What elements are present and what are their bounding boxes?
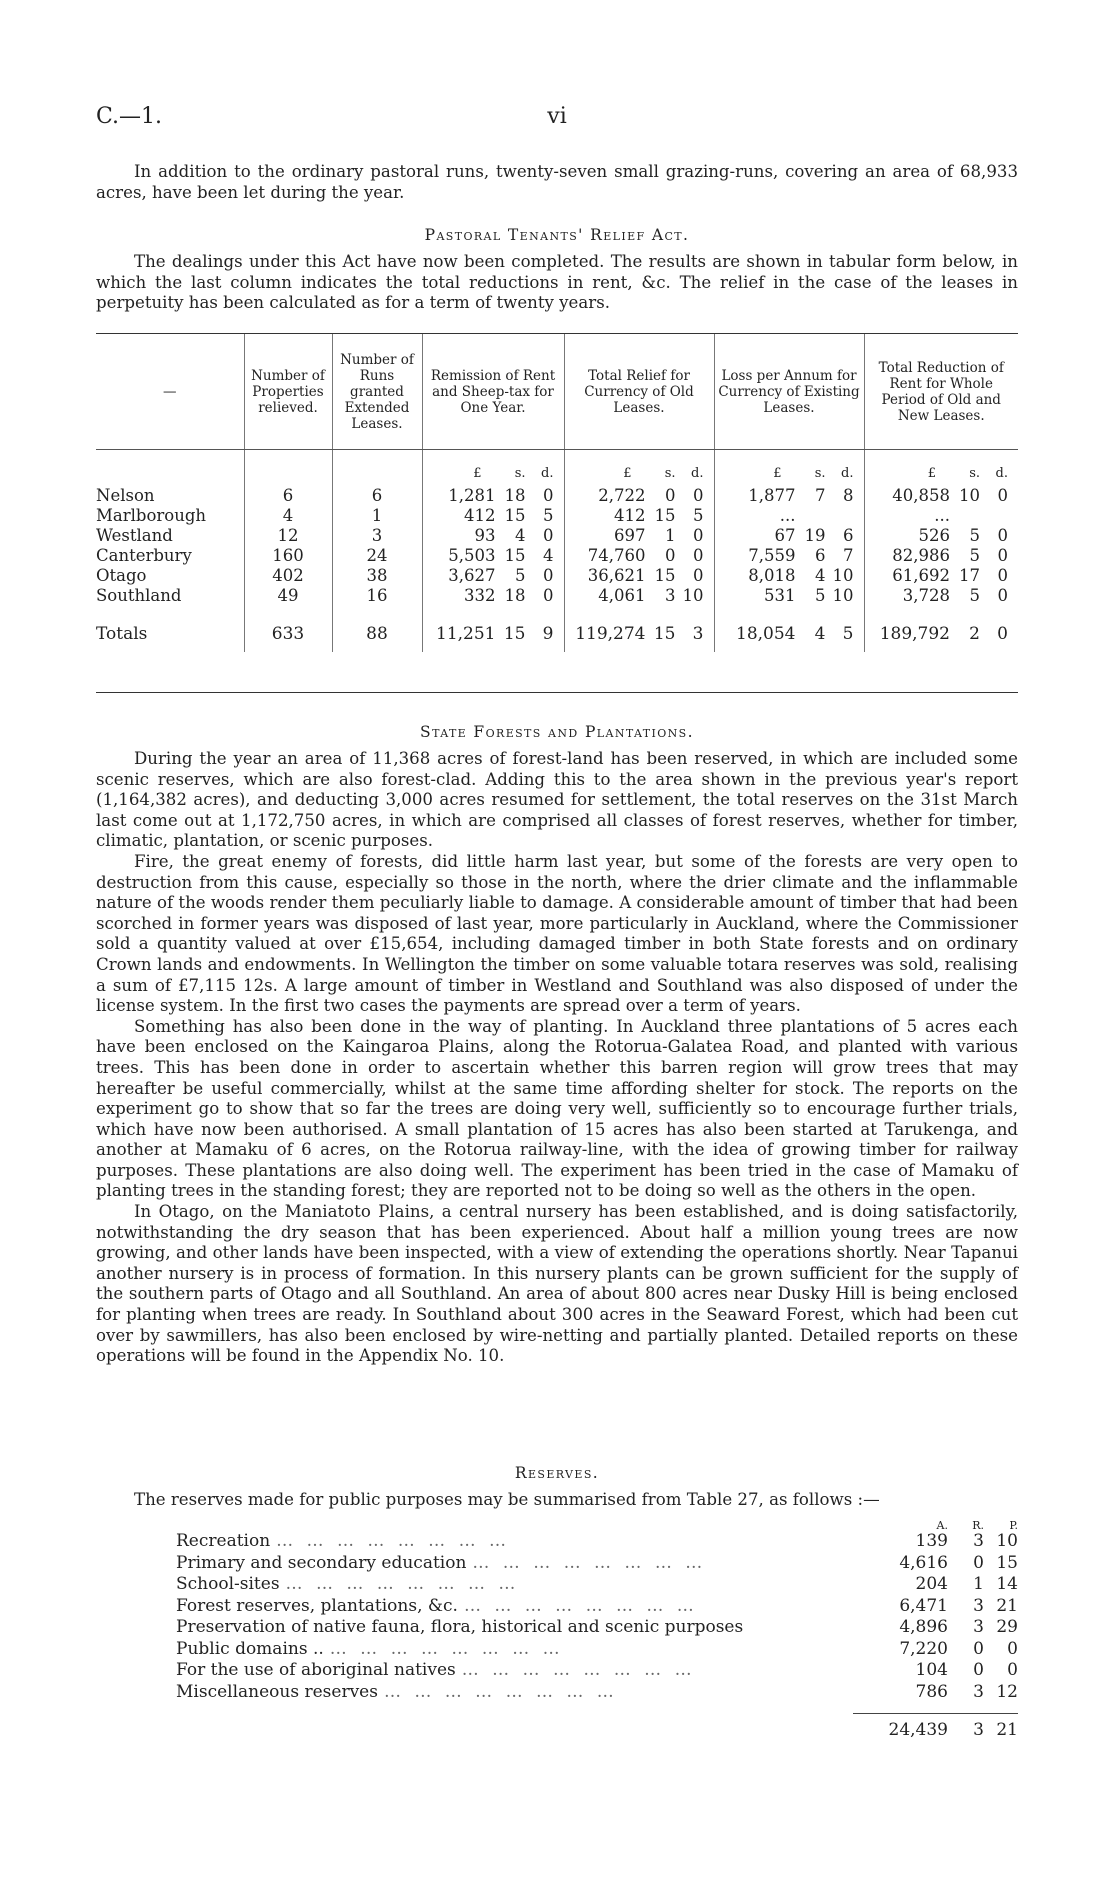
total-acres: 24,439: [888, 1720, 948, 1740]
header-total-relief: Total Relief for Currency of Old Leases.: [564, 334, 714, 450]
loss-pounds: 1,877: [748, 486, 796, 505]
forests-paragraph-1: During the year an area of 11,368 acres of forest-land has been reserved, in which are included some scenic reserves, which are also forest-clad. Adding this to the area shown in the previous year's report (1,164,382 acres), and deducting 3,000 acres resumed for settlement, the total reserves on the 31st March last come out at 1,172,750 acres, in which are comprised all classes of forest reserves, whether for timber, climatic, plantation, or scenic purposes.: [96, 749, 1018, 851]
relief-shillings: 3: [665, 586, 676, 605]
properties-count: 6: [244, 484, 332, 506]
properties-count: 12: [244, 526, 332, 546]
relief-shillings: 0: [665, 486, 676, 505]
section-heading-state-forests: State Forests and Plantations.: [420, 723, 694, 741]
loss-pence: 8: [843, 486, 854, 505]
roods: 3: [973, 1595, 984, 1616]
total-pence: [980, 506, 1008, 526]
header-total-reduction: Total Reduction of Rent for Whole Period of Old and New Leases.: [864, 334, 1018, 450]
reserve-label: Recreation: [176, 1531, 271, 1551]
remission-pence: 5: [543, 506, 554, 525]
relief-shillings: 15: [653, 624, 676, 644]
remission-pence: 9: [542, 624, 554, 644]
loss-shillings: [796, 506, 826, 526]
properties-count: 4: [244, 506, 332, 526]
leader-dots: … … … … … … … …: [383, 1681, 618, 1702]
roods: 1: [973, 1574, 984, 1594]
runs-count: 38: [332, 566, 422, 586]
reserve-label: For the use of aboriginal natives: [176, 1660, 456, 1680]
runs-count: 88: [332, 606, 422, 652]
reserve-item: [176, 1596, 1018, 1618]
remission-pounds: 1,281: [448, 486, 496, 505]
relief-shillings: 1: [665, 526, 676, 545]
reserve-item: [176, 1682, 1018, 1704]
perches: 14: [996, 1574, 1018, 1594]
roods: 3: [973, 1531, 984, 1551]
reserve-label: Forest reserves, plantations, &c.: [176, 1595, 458, 1616]
acres: 139: [915, 1531, 948, 1551]
loss-pounds: 8,018: [748, 566, 796, 585]
loss-pence: 10: [832, 566, 854, 585]
loss-pounds: 7,559: [748, 546, 796, 565]
document-reference: C.—1.: [96, 104, 163, 129]
table-header-row: [96, 334, 1018, 450]
leader-dots: … … … … … … … …: [472, 1552, 707, 1573]
runs-count: 1: [332, 506, 422, 526]
total-shillings: 5: [969, 526, 980, 545]
total-pence: 0: [997, 526, 1008, 545]
remission-shillings: 5: [515, 566, 526, 585]
relief-act-paragraph: The dealings under this Act have now been completed. The results are shown in tabular form below, in which the last column indicates the total reductions in rent, &c. The relief in the case of the leases in perpetuity has been calculated as for a term of twenty years.: [96, 252, 1018, 313]
remission-pounds: 11,251: [436, 624, 496, 644]
region-name: Southland: [96, 586, 182, 605]
leader-dots: … … … … … … … …: [276, 1531, 510, 1551]
total-perches: 21: [996, 1720, 1018, 1740]
roods: 3: [973, 1617, 984, 1637]
relief-pence: 10: [682, 586, 704, 605]
relief-pounds: 74,760: [587, 546, 646, 565]
perches: 15: [996, 1552, 1018, 1573]
perches: 0: [1007, 1638, 1018, 1659]
relief-shillings: 0: [665, 546, 676, 565]
perches: 29: [996, 1617, 1018, 1637]
remission-shillings: 15: [503, 624, 526, 644]
total-pounds: 82,986: [892, 546, 950, 565]
total-pounds: ...: [934, 506, 950, 525]
reserves-list: [176, 1515, 1018, 1742]
reserve-item: [176, 1617, 1018, 1639]
total-pence: 0: [997, 586, 1008, 605]
relief-pounds: 4,061: [598, 586, 646, 605]
remission-shillings: 4: [515, 526, 526, 545]
reserves-units-row: A. R. P.: [936, 1519, 1018, 1532]
roods: 0: [973, 1660, 984, 1680]
remission-shillings: 18: [504, 586, 526, 605]
loss-pounds: 67: [774, 526, 796, 545]
acres: 786: [915, 1681, 948, 1702]
intro-paragraph: In addition to the ordinary pastoral runs, twenty-seven small grazing-runs, covering an area of 68,933 acres, have been let during the year.: [96, 162, 1018, 202]
reserve-label: Public domains ..: [176, 1638, 324, 1659]
loss-pounds: ...: [779, 506, 796, 525]
relief-pounds: 697: [614, 526, 646, 545]
total-pounds: 526: [918, 526, 950, 545]
loss-shillings: 4: [815, 566, 826, 585]
relief-pence: 0: [693, 486, 704, 505]
properties-count: 402: [244, 566, 332, 586]
loss-pence: 7: [843, 546, 854, 565]
table-row: [96, 566, 1018, 586]
reserve-item: [176, 1574, 1018, 1596]
units-row: £ s. d. £ s. d. £ s. d. £ s. d.: [96, 450, 1018, 485]
table-row: [96, 506, 1018, 526]
loss-shillings: 19: [804, 526, 826, 545]
remission-pounds: 3,627: [448, 566, 496, 585]
reserve-item: [176, 1553, 1018, 1575]
roods: 3: [973, 1681, 984, 1702]
reserve-label: Preservation of native fauna, flora, historical and scenic purposes: [176, 1617, 744, 1637]
runs-count: 3: [332, 526, 422, 546]
table-row: [96, 586, 1018, 606]
total-rule: [853, 1713, 1018, 1714]
section-heading-reserves: Reserves.: [514, 1464, 600, 1482]
leader-dots: … … … … … … … …: [285, 1574, 520, 1594]
total-pounds: 3,728: [902, 586, 950, 605]
runs-count: 24: [332, 546, 422, 566]
perches: 0: [1007, 1660, 1018, 1680]
total-pence: 0: [997, 486, 1008, 505]
region-name: Marlborough: [96, 506, 207, 525]
table-row: [96, 526, 1018, 546]
remission-shillings: 18: [504, 486, 526, 505]
reserve-label: School-sites: [176, 1574, 280, 1594]
leader-dots: … … … … … … … …: [463, 1595, 698, 1616]
leader-dots: [743, 1617, 856, 1639]
runs-count: 6: [332, 484, 422, 506]
relief-shillings: 15: [654, 566, 676, 585]
remission-pounds: 5,503: [448, 546, 496, 565]
page-number: vi: [547, 104, 567, 129]
region-name: Westland: [96, 526, 173, 545]
total-shillings: 5: [969, 546, 980, 565]
loss-pounds: 531: [764, 586, 796, 605]
page-header: [96, 104, 1018, 134]
header-loss-per-annum: Loss per Annum for Currency of Existing Leases.: [714, 334, 864, 450]
relief-pence: 5: [693, 506, 704, 525]
acres: 104: [915, 1660, 948, 1680]
loss-pence: 10: [832, 586, 854, 605]
total-pence: 0: [997, 624, 1008, 644]
total-shillings: [950, 506, 980, 526]
remission-pence: 0: [543, 586, 554, 605]
reserve-label: Miscellaneous reserves: [176, 1681, 378, 1702]
region-name: Canterbury: [96, 546, 192, 565]
relief-pence: 0: [693, 566, 704, 585]
forests-paragraph-2: Fire, the great enemy of forests, did little harm last year, but some of the forests are very open to destruction from this cause, especially so those in the north, where the drier climate and the inflammable nature of the woods render them peculiarly liable to damage. A considerable amount of timber that had been scorched in former years was disposed of last year, more particularly in Auckland, where the Commissioner sold a quantity valued at over £15,654, including damaged timber in both State forests and on ordinary Crown lands and endowments. In Wellington the timber on some valuable totara reserves was sold, realising a sum of £7,115 12s. A large amount of timber in Westland and Southland was also disposed of under the license system. In the first two cases the payments are spread over a term of years.: [96, 851, 1018, 1016]
reserves-total-row: [176, 1720, 1018, 1742]
section-heading-relief-act: Pastoral Tenants' Relief Act.: [424, 226, 690, 244]
total-shillings: 10: [959, 486, 980, 505]
properties-count: 633: [244, 606, 332, 652]
total-pence: 0: [997, 546, 1008, 565]
relief-pence: 0: [693, 526, 704, 545]
relief-shillings: 15: [654, 506, 676, 525]
region-name: Totals: [96, 624, 148, 644]
forests-paragraph-4: In Otago, on the Maniatoto Plains, a central nursery has been established, and is doing satisfactorily, notwithstanding the dry season that has been experienced. About half a million young trees are now growing, and other lands have been inspected, with a view of extending the operations shortly. Near Tapanui another nursery is in process of formation. In this nursery plants can be grown sufficient for the supply of the southern parts of Otago and all Southland. An area of about 800 acres near Dusky Hill is being enclosed for planting when trees are ready. In Southland about 300 acres in the Seaward Forest, which had been cut over by sawmillers, has also been enclosed by wire-netting and partially planted. Detailed reports on these operations will be found in the Appendix No. 10.: [96, 1202, 1018, 1366]
region-name: Nelson: [96, 486, 155, 505]
loss-shillings: 5: [815, 586, 826, 605]
header-properties: Number of Properties relieved.: [244, 334, 332, 450]
reserve-item: [176, 1531, 1018, 1553]
total-shillings: 17: [959, 566, 980, 585]
relief-pounds: 2,722: [598, 486, 646, 505]
loss-pounds: 18,054: [736, 624, 796, 644]
remission-pence: 0: [543, 526, 554, 545]
properties-count: 49: [244, 586, 332, 606]
relief-pounds: 119,274: [575, 624, 646, 644]
table-row: [96, 546, 1018, 566]
total-pence: 0: [997, 566, 1008, 585]
remission-pounds: 93: [474, 526, 496, 545]
relief-pence: 3: [692, 624, 704, 644]
loss-pence: 6: [843, 526, 854, 545]
relief-pounds: 36,621: [587, 566, 646, 585]
remission-shillings: 15: [504, 546, 526, 565]
roods: 0: [973, 1552, 984, 1573]
total-pounds: 40,858: [892, 486, 950, 505]
reserve-label: Primary and secondary education: [176, 1552, 467, 1573]
acres: 204: [915, 1574, 948, 1594]
relief-pence: 0: [693, 546, 704, 565]
leader-dots: … … … … … … … …: [461, 1660, 696, 1680]
total-shillings: 5: [969, 586, 980, 605]
acres: 6,471: [899, 1595, 948, 1616]
header-runs: Number of Runs granted Extended Leases.: [332, 334, 422, 450]
properties-count: 160: [244, 546, 332, 566]
remission-pounds: 332: [464, 586, 496, 605]
remission-pounds: 412: [464, 506, 496, 525]
reserve-item: [176, 1639, 1018, 1661]
header-region: —: [96, 334, 244, 450]
table-row: [96, 606, 1018, 652]
state-forests-text: [96, 749, 1018, 1367]
roods: 0: [973, 1638, 984, 1659]
relief-pounds: 412: [614, 506, 646, 525]
perches: 21: [996, 1595, 1018, 1616]
runs-count: 16: [332, 586, 422, 606]
acres: 4,896: [899, 1617, 948, 1637]
remission-pence: 0: [543, 566, 554, 585]
leader-dots: … … … … … … … …: [329, 1638, 564, 1659]
total-shillings: 2: [969, 624, 980, 644]
total-pounds: 61,692: [892, 566, 950, 585]
remission-pence: 0: [543, 486, 554, 505]
acres: 7,220: [899, 1638, 948, 1659]
table-row: [96, 484, 1018, 506]
loss-pence: [826, 506, 854, 526]
header-remission: Remission of Rent and Sheep-tax for One Year.: [422, 334, 564, 450]
relief-table: [96, 333, 1018, 693]
total-roods: 3: [973, 1720, 984, 1740]
acres: 4,616: [899, 1552, 948, 1573]
reserve-item: [176, 1660, 1018, 1682]
region-name: Otago: [96, 566, 147, 585]
perches: 10: [996, 1531, 1018, 1551]
remission-pence: 4: [543, 546, 554, 565]
loss-pence: 5: [842, 624, 854, 644]
remission-shillings: 15: [504, 506, 526, 525]
loss-shillings: 4: [814, 624, 826, 644]
loss-shillings: 7: [815, 486, 826, 505]
perches: 12: [996, 1681, 1018, 1702]
loss-shillings: 6: [815, 546, 826, 565]
forests-paragraph-3: Something has also been done in the way of planting. In Auckland three plantations of 5 acres each have been enclosed on the Kaingaroa Plains, along the Rotorua-Galatea Road, and planted with various trees. This has been done in order to ascertain whether this barren region will grow trees that may hereafter be useful commercially, whilst at the same time affording shelter for stock. The reports on the experiment go to show that so far the trees are doing very well, sufficiently so to encourage further trials, which have now been authorised. A small plantation of 15 acres has also been started at Tarukenga, and another at Mamaku of 6 acres, on the Rotorua railway-line, with the idea of growing timber for railway purposes. These plantations are also doing well. The experiment has been tried in the case of Mamaku of planting trees in the standing forest; they are reported not to be doing so well as the others in the open.: [96, 1016, 1018, 1201]
total-pounds: 189,792: [879, 624, 950, 644]
reserves-intro: The reserves made for public purposes may be summarised from Table 27, as follows :—: [134, 1490, 880, 1509]
